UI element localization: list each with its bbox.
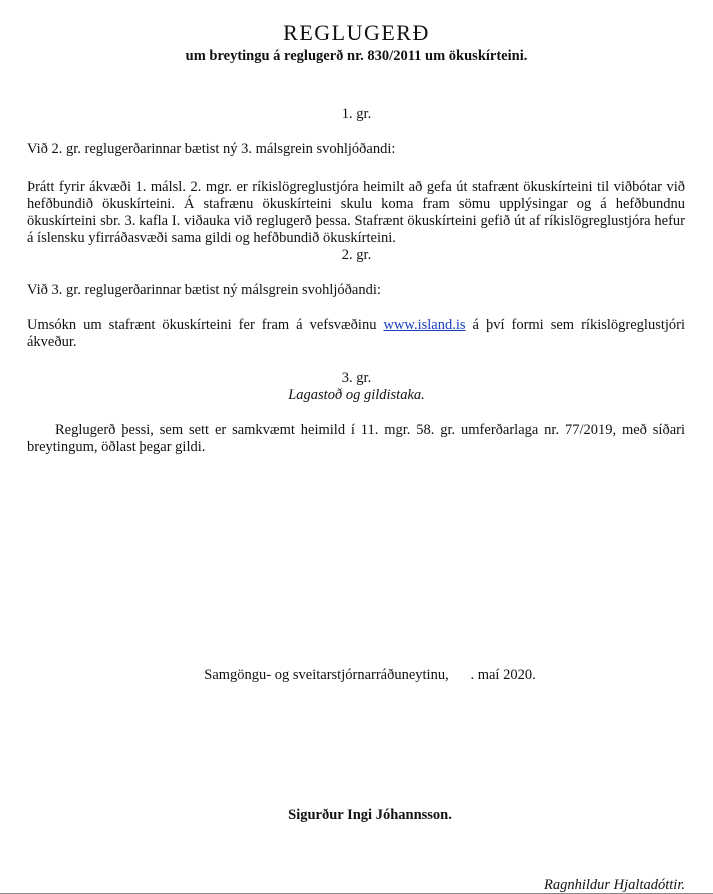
document-title: REGLUGERÐ (283, 20, 430, 45)
article-1-heading: 1. gr. (341, 106, 372, 122)
article-2-body (27, 317, 685, 351)
article-3-heading: 3. gr. (341, 370, 372, 386)
article-2-body-end: á því formi sem ríkislögreglustjóri ákveður. (27, 317, 685, 350)
minister-signature: Sigurður Ingi Jóhannsson. (288, 807, 452, 823)
article-1-intro: Við 2. gr. reglugerðarinnar bætist ný 3. málsgrein svohljóðandi: (27, 141, 396, 157)
article-1-body: Þrátt fyrir ákvæði 1. málsl. 2. mgr. er ríkislögreglustjóra heimilt að gefa út stafrænt ökuskírteini til viðbótar við hefðbundið ökuskírteini. Á stafrænu ökuskírteini skulu koma fram sömu upplýsingar og á hefðbundnu ökuskírteini sbr. 3. kafla I. viðauka við reglugerð þessa. Stafrænt ökuskírteini gefið út af ríkislögreglustjóra hefur á íslensku yfirráðasvæði sama gildi og hefðbundið ökuskírteini. (27, 179, 685, 246)
article-2-body-start: Umsókn um stafrænt ökuskírteini fer fram á vefsvæðinu (27, 317, 384, 333)
article-3-body: Reglugerð þessi, sem sett er samkvæmt heimild í 11. mgr. 58. gr. umferðarlaga nr. 77/2019, með síðari breytingum, öðlast þegar gildi. (27, 422, 685, 455)
document-subtitle: um breytingu á reglugerð nr. 830/2011 um ökuskírteini. (185, 48, 528, 64)
article-2-intro: Við 3. gr. reglugerðarinnar bætist ný málsgrein svohljóðandi: (27, 282, 381, 298)
place-date-text: Samgöngu- og sveitarstjórnarráðuneytinu, . maí 2020. (204, 667, 536, 683)
article-2-heading: 2. gr. (341, 247, 372, 263)
place-date-line (0, 667, 713, 684)
article-3-subheading: Lagastoð og gildistaka. (288, 387, 425, 403)
island-link[interactable]: www.island.is (383, 317, 466, 333)
secretary-signature: Ragnhildur Hjaltadóttir. (544, 877, 685, 893)
